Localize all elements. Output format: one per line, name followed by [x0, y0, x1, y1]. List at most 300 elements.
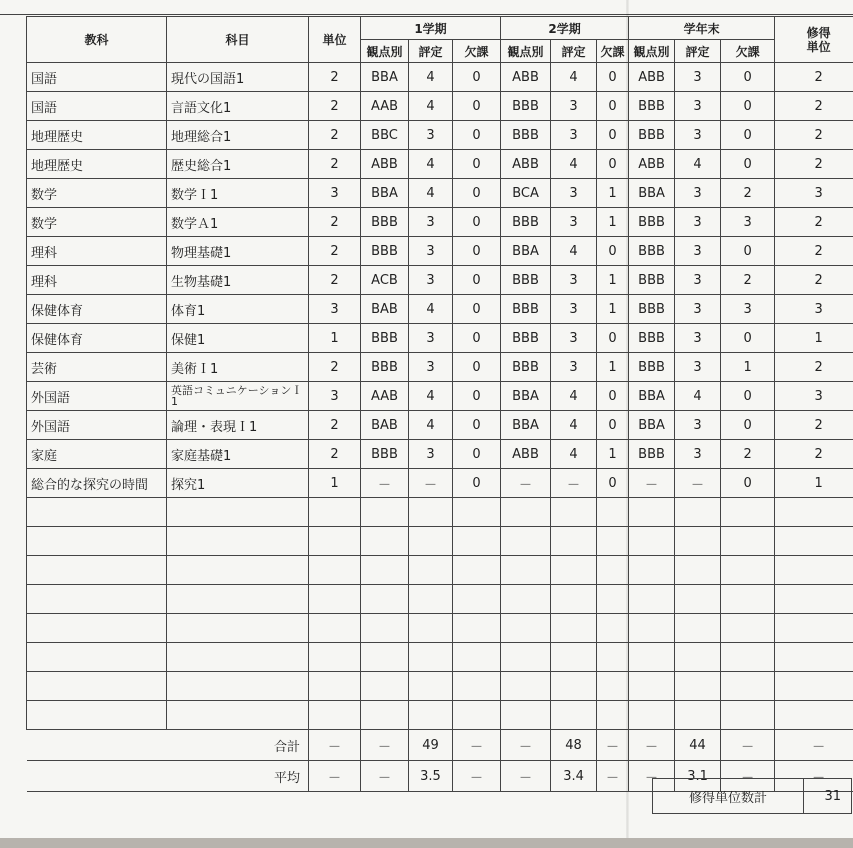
- empty-cell: [309, 672, 361, 701]
- y-viewpoint: BBB: [629, 208, 675, 237]
- empty-row: [27, 556, 853, 585]
- credits: 2: [309, 237, 361, 266]
- empty-cell: [27, 556, 167, 585]
- y-rating: 3: [675, 295, 721, 324]
- top-strip: [0, 0, 853, 15]
- t1-absence: 0: [453, 295, 501, 324]
- empty-cell: [721, 527, 775, 556]
- empty-cell: [629, 701, 675, 730]
- total-label: 合計: [27, 730, 309, 761]
- empty-cell: [775, 585, 853, 614]
- t2-absence: 0: [597, 382, 629, 411]
- empty-cell: [309, 556, 361, 585]
- earned-credits: 2: [775, 121, 853, 150]
- grade-row: [27, 382, 853, 411]
- t2-viewpoint: ABB: [501, 63, 551, 92]
- empty-row: [27, 585, 853, 614]
- y-absence: 0: [721, 382, 775, 411]
- empty-cell: [551, 498, 597, 527]
- y-absence: 2: [721, 440, 775, 469]
- empty-cell: [309, 614, 361, 643]
- header-t2-rating: 評定: [551, 40, 597, 63]
- y-absence: 0: [721, 324, 775, 353]
- empty-cell: [453, 556, 501, 585]
- empty-cell: [501, 498, 551, 527]
- empty-cell: [453, 701, 501, 730]
- header-term2: 2学期: [501, 17, 629, 40]
- empty-cell: [27, 672, 167, 701]
- t2-rating: 3: [551, 121, 597, 150]
- grade-row: [27, 440, 853, 469]
- t2-absence: 1: [597, 266, 629, 295]
- y-absence: 3: [721, 295, 775, 324]
- empty-cell: [629, 498, 675, 527]
- empty-row: [27, 643, 853, 672]
- header-term1: 1学期: [361, 17, 501, 40]
- empty-cell: [409, 527, 453, 556]
- grade-row: [27, 179, 853, 208]
- empty-cell: [361, 701, 409, 730]
- t1-viewpoint: BBB: [361, 353, 409, 382]
- t2-viewpoint: BBB: [501, 92, 551, 121]
- y-rating: －: [675, 469, 721, 498]
- t2-viewpoint: BBB: [501, 266, 551, 295]
- empty-cell: [675, 498, 721, 527]
- empty-cell: [775, 498, 853, 527]
- empty-cell: [721, 701, 775, 730]
- t1-absence: 0: [453, 208, 501, 237]
- t2-rating: 3: [551, 266, 597, 295]
- subject-area: 理科: [27, 266, 167, 295]
- y-rating: 3: [675, 92, 721, 121]
- empty-cell: [361, 527, 409, 556]
- y-viewpoint: BBA: [629, 179, 675, 208]
- total-credits: －: [309, 730, 361, 761]
- empty-cell: [775, 643, 853, 672]
- earned-credits: 2: [775, 237, 853, 266]
- t1-viewpoint: BBA: [361, 179, 409, 208]
- empty-cell: [675, 585, 721, 614]
- empty-cell: [675, 527, 721, 556]
- empty-cell: [629, 643, 675, 672]
- earned-credits: 3: [775, 382, 853, 411]
- empty-cell: [551, 527, 597, 556]
- average-credits: －: [309, 761, 361, 792]
- empty-cell: [597, 498, 629, 527]
- empty-cell: [597, 556, 629, 585]
- credits: 3: [309, 179, 361, 208]
- header-t2-viewpoint: 観点別: [501, 40, 551, 63]
- empty-cell: [675, 643, 721, 672]
- y-viewpoint: BBB: [629, 440, 675, 469]
- average-t1-absence: －: [453, 761, 501, 792]
- t2-absence: 1: [597, 295, 629, 324]
- subject-name: 美術Ｉ1: [167, 353, 309, 382]
- empty-cell: [409, 614, 453, 643]
- subject-area: 外国語: [27, 382, 167, 411]
- earned-credits: 2: [775, 63, 853, 92]
- t1-viewpoint: AAB: [361, 382, 409, 411]
- total-t1-rating: 49: [409, 730, 453, 761]
- empty-cell: [361, 643, 409, 672]
- earned-credits: 3: [775, 179, 853, 208]
- empty-cell: [309, 498, 361, 527]
- subject-area: 総合的な探究の時間: [27, 469, 167, 498]
- t1-rating: 3: [409, 121, 453, 150]
- empty-cell: [675, 614, 721, 643]
- t2-rating: －: [551, 469, 597, 498]
- subject-name: 言語文化1: [167, 92, 309, 121]
- grades-body: [27, 63, 853, 730]
- y-absence: 0: [721, 150, 775, 179]
- empty-cell: [721, 556, 775, 585]
- empty-cell: [167, 527, 309, 556]
- empty-cell: [721, 672, 775, 701]
- empty-cell: [551, 556, 597, 585]
- empty-cell: [629, 527, 675, 556]
- t1-absence: 0: [453, 237, 501, 266]
- y-absence: 0: [721, 121, 775, 150]
- empty-cell: [361, 614, 409, 643]
- total-t2-rating: 48: [551, 730, 597, 761]
- t2-rating: 4: [551, 382, 597, 411]
- header-y-absence: 欠課: [721, 40, 775, 63]
- y-absence: 0: [721, 63, 775, 92]
- t1-rating: 4: [409, 295, 453, 324]
- empty-cell: [453, 585, 501, 614]
- subject-area: 芸術: [27, 353, 167, 382]
- t1-absence: 0: [453, 469, 501, 498]
- credits: 3: [309, 382, 361, 411]
- t2-rating: 3: [551, 353, 597, 382]
- total-y-viewpoint: －: [629, 730, 675, 761]
- y-rating: 3: [675, 179, 721, 208]
- t1-rating: 4: [409, 150, 453, 179]
- empty-cell: [361, 585, 409, 614]
- y-rating: 3: [675, 63, 721, 92]
- t1-rating: 3: [409, 440, 453, 469]
- empty-cell: [629, 672, 675, 701]
- empty-row: [27, 672, 853, 701]
- subject-name: 歴史総合1: [167, 150, 309, 179]
- t2-viewpoint: BBB: [501, 121, 551, 150]
- empty-cell: [501, 701, 551, 730]
- empty-cell: [453, 498, 501, 527]
- subject-area: 数学: [27, 208, 167, 237]
- grade-row: [27, 121, 853, 150]
- y-viewpoint: BBB: [629, 237, 675, 266]
- grade-row: [27, 411, 853, 440]
- empty-cell: [309, 527, 361, 556]
- empty-cell: [27, 701, 167, 730]
- t1-absence: 0: [453, 324, 501, 353]
- grade-row: [27, 295, 853, 324]
- empty-cell: [27, 527, 167, 556]
- grade-row: [27, 150, 853, 179]
- t1-rating: －: [409, 469, 453, 498]
- t2-rating: 4: [551, 150, 597, 179]
- t1-viewpoint: BBC: [361, 121, 409, 150]
- subject-name: 数学Ａ1: [167, 208, 309, 237]
- empty-cell: [775, 556, 853, 585]
- average-t2-absence: －: [597, 761, 629, 792]
- y-viewpoint: －: [629, 469, 675, 498]
- t2-rating: 4: [551, 237, 597, 266]
- empty-cell: [167, 643, 309, 672]
- header-y-rating: 評定: [675, 40, 721, 63]
- t2-absence: 0: [597, 237, 629, 266]
- empty-cell: [167, 556, 309, 585]
- earned-credits: 3: [775, 295, 853, 324]
- empty-cell: [409, 701, 453, 730]
- y-viewpoint: BBB: [629, 121, 675, 150]
- t2-absence: 0: [597, 150, 629, 179]
- empty-cell: [675, 701, 721, 730]
- y-viewpoint: BBA: [629, 382, 675, 411]
- y-rating: 4: [675, 150, 721, 179]
- header-t2-absence: 欠課: [597, 40, 629, 63]
- grade-row: [27, 237, 853, 266]
- y-viewpoint: BBB: [629, 295, 675, 324]
- subject-area: 地理歴史: [27, 121, 167, 150]
- grade-row: [27, 208, 853, 237]
- y-rating: 3: [675, 237, 721, 266]
- header-t1-rating: 評定: [409, 40, 453, 63]
- subject-name: 現代の国語1: [167, 63, 309, 92]
- t2-rating: 3: [551, 208, 597, 237]
- t1-absence: 0: [453, 121, 501, 150]
- earned-credits: 2: [775, 440, 853, 469]
- average-t2-viewpoint: －: [501, 761, 551, 792]
- empty-cell: [629, 556, 675, 585]
- empty-cell: [551, 672, 597, 701]
- empty-cell: [721, 643, 775, 672]
- t2-absence: 1: [597, 179, 629, 208]
- y-rating: 3: [675, 208, 721, 237]
- subject-area: 保健体育: [27, 295, 167, 324]
- earned-credits: 1: [775, 469, 853, 498]
- header-y-viewpoint: 観点別: [629, 40, 675, 63]
- t1-viewpoint: AAB: [361, 92, 409, 121]
- t1-absence: 0: [453, 353, 501, 382]
- empty-cell: [167, 614, 309, 643]
- empty-row: [27, 614, 853, 643]
- t2-viewpoint: ABB: [501, 440, 551, 469]
- total-y-absence: －: [721, 730, 775, 761]
- subject-name: 体育1: [167, 295, 309, 324]
- t2-absence: 0: [597, 92, 629, 121]
- t1-viewpoint: ABB: [361, 150, 409, 179]
- empty-row: [27, 498, 853, 527]
- empty-cell: [453, 614, 501, 643]
- empty-cell: [775, 672, 853, 701]
- average-label: 平均: [27, 761, 309, 792]
- empty-cell: [361, 672, 409, 701]
- t2-viewpoint: BBB: [501, 353, 551, 382]
- empty-cell: [775, 527, 853, 556]
- t1-viewpoint: BBB: [361, 208, 409, 237]
- empty-cell: [409, 585, 453, 614]
- empty-cell: [167, 672, 309, 701]
- subject-area: 外国語: [27, 411, 167, 440]
- subject-name: 数学Ｉ1: [167, 179, 309, 208]
- t1-absence: 0: [453, 150, 501, 179]
- t1-rating: 3: [409, 266, 453, 295]
- y-rating: 3: [675, 411, 721, 440]
- subject-area: 理科: [27, 237, 167, 266]
- t2-viewpoint: －: [501, 469, 551, 498]
- y-absence: 1: [721, 353, 775, 382]
- empty-cell: [501, 672, 551, 701]
- credits: 1: [309, 469, 361, 498]
- y-viewpoint: BBB: [629, 353, 675, 382]
- y-viewpoint: BBB: [629, 324, 675, 353]
- empty-cell: [453, 672, 501, 701]
- empty-cell: [409, 672, 453, 701]
- t1-rating: 4: [409, 382, 453, 411]
- empty-cell: [551, 614, 597, 643]
- t1-absence: 0: [453, 63, 501, 92]
- grades-table: [26, 16, 853, 792]
- subject-name: 家庭基礎1: [167, 440, 309, 469]
- empty-cell: [675, 672, 721, 701]
- total-t2-viewpoint: －: [501, 730, 551, 761]
- t2-absence: 0: [597, 63, 629, 92]
- credits: 1: [309, 324, 361, 353]
- t2-absence: 0: [597, 411, 629, 440]
- empty-cell: [361, 556, 409, 585]
- empty-cell: [721, 614, 775, 643]
- t2-absence: 1: [597, 440, 629, 469]
- t1-viewpoint: BBA: [361, 63, 409, 92]
- empty-cell: [721, 498, 775, 527]
- empty-row: [27, 527, 853, 556]
- t1-absence: 0: [453, 382, 501, 411]
- empty-cell: [309, 643, 361, 672]
- t2-absence: 1: [597, 208, 629, 237]
- earned-credits: 2: [775, 150, 853, 179]
- subject-name: 物理基礎1: [167, 237, 309, 266]
- average-y-rating: 3.1: [675, 761, 721, 792]
- t1-absence: 0: [453, 92, 501, 121]
- empty-cell: [551, 701, 597, 730]
- y-rating: 3: [675, 121, 721, 150]
- t1-absence: 0: [453, 411, 501, 440]
- subject-name: 生物基礎1: [167, 266, 309, 295]
- empty-cell: [597, 672, 629, 701]
- grade-row: [27, 63, 853, 92]
- total-earned: －: [775, 730, 853, 761]
- t2-rating: 3: [551, 324, 597, 353]
- t2-rating: 3: [551, 179, 597, 208]
- t2-viewpoint: BBA: [501, 237, 551, 266]
- t2-viewpoint: BBA: [501, 382, 551, 411]
- earned-credits: 2: [775, 208, 853, 237]
- grade-row: [27, 266, 853, 295]
- average-t1-viewpoint: －: [361, 761, 409, 792]
- subject-area: 地理歴史: [27, 150, 167, 179]
- empty-cell: [629, 614, 675, 643]
- t2-viewpoint: BBA: [501, 411, 551, 440]
- empty-cell: [409, 498, 453, 527]
- empty-cell: [167, 701, 309, 730]
- subject-area: 数学: [27, 179, 167, 208]
- y-viewpoint: BBA: [629, 411, 675, 440]
- subject-area: 保健体育: [27, 324, 167, 353]
- empty-cell: [501, 527, 551, 556]
- t2-viewpoint: BCA: [501, 179, 551, 208]
- average-t1-rating: 3.5: [409, 761, 453, 792]
- t1-absence: 0: [453, 266, 501, 295]
- credits: 2: [309, 411, 361, 440]
- t2-absence: 1: [597, 353, 629, 382]
- t2-rating: 4: [551, 63, 597, 92]
- empty-cell: [629, 585, 675, 614]
- empty-cell: [551, 585, 597, 614]
- t1-absence: 0: [453, 179, 501, 208]
- credits: 3: [309, 295, 361, 324]
- y-rating: 3: [675, 324, 721, 353]
- t1-viewpoint: BBB: [361, 324, 409, 353]
- t2-rating: 3: [551, 295, 597, 324]
- grade-row: [27, 469, 853, 498]
- empty-cell: [721, 585, 775, 614]
- empty-cell: [167, 585, 309, 614]
- t2-absence: 0: [597, 121, 629, 150]
- t1-rating: 4: [409, 411, 453, 440]
- credits: 2: [309, 92, 361, 121]
- empty-cell: [675, 556, 721, 585]
- y-viewpoint: ABB: [629, 150, 675, 179]
- credits: 2: [309, 266, 361, 295]
- average-y-absence: －: [721, 761, 775, 792]
- grade-row: [27, 92, 853, 121]
- total-t1-viewpoint: －: [361, 730, 409, 761]
- header-earned-credits: 修得 単位: [775, 17, 853, 63]
- header-t1-absence: 欠課: [453, 40, 501, 63]
- header-year-end: 学年末: [629, 17, 775, 40]
- y-absence: 2: [721, 179, 775, 208]
- t1-rating: 4: [409, 63, 453, 92]
- y-absence: 0: [721, 469, 775, 498]
- empty-cell: [409, 643, 453, 672]
- credits: 2: [309, 150, 361, 179]
- empty-cell: [775, 614, 853, 643]
- empty-cell: [597, 527, 629, 556]
- average-y-viewpoint: －: [629, 761, 675, 792]
- t1-rating: 3: [409, 208, 453, 237]
- t2-rating: 3: [551, 92, 597, 121]
- t1-rating: 4: [409, 179, 453, 208]
- empty-cell: [309, 585, 361, 614]
- t2-absence: 0: [597, 324, 629, 353]
- t2-absence: 0: [597, 469, 629, 498]
- empty-cell: [409, 556, 453, 585]
- grade-row: [27, 324, 853, 353]
- subject-name: 地理総合1: [167, 121, 309, 150]
- credits: 2: [309, 63, 361, 92]
- t2-viewpoint: BBB: [501, 324, 551, 353]
- total-y-rating: 44: [675, 730, 721, 761]
- header-subject: 科目: [167, 17, 309, 63]
- t2-rating: 4: [551, 440, 597, 469]
- empty-cell: [27, 585, 167, 614]
- empty-cell: [597, 701, 629, 730]
- total-t1-absence: －: [453, 730, 501, 761]
- average-earned: －: [775, 761, 853, 792]
- t2-viewpoint: BBB: [501, 208, 551, 237]
- header-credits: 単位: [309, 17, 361, 63]
